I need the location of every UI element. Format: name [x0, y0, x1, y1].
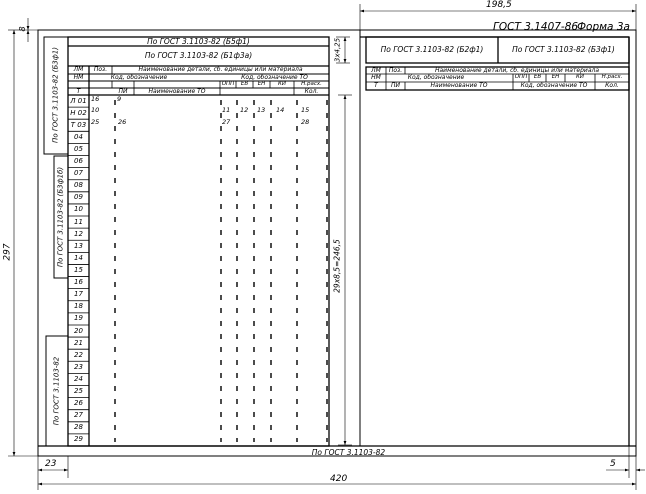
row-label: 28: [74, 423, 83, 432]
row-label: 08: [74, 181, 83, 190]
form-type-label: Форма 3а: [577, 21, 630, 33]
left-col-opp: ОПП: [221, 81, 235, 87]
dimension-bottom-right: 5: [610, 459, 616, 469]
row-label: 27: [74, 411, 83, 420]
dimension-top-margin: 8: [18, 26, 27, 32]
row-label: 19: [74, 314, 83, 323]
right-col-opp: ОПП: [514, 74, 528, 81]
field-number: 25: [91, 118, 100, 126]
left-col-name-to: Наименование ТО: [148, 88, 206, 95]
field-number: 13: [257, 106, 266, 114]
row-label: 18: [74, 302, 83, 311]
left-form: [68, 37, 329, 446]
field-dashes: [115, 100, 327, 442]
row-label: 05: [74, 144, 83, 153]
row-label: 29: [74, 435, 83, 444]
left-col-pi: ПИ: [118, 88, 128, 95]
right-col-nm: НМ: [371, 74, 381, 81]
row-label: Л 01: [70, 96, 87, 105]
right-col-nrash: Н.расх.: [601, 74, 623, 81]
right-col-code: Код, обозначение: [407, 74, 465, 81]
row-label: 24: [74, 374, 83, 383]
row-label: 07: [74, 169, 83, 178]
row-label: 17: [74, 290, 83, 299]
row-label: 26: [74, 399, 83, 408]
row-label: 16: [74, 278, 83, 287]
dimension-rows-height: 29х8,5=246,5: [332, 239, 342, 293]
right-col-t: Т: [374, 82, 378, 89]
right-header-left: По ГОСТ 3.1103-82 (Б2ф1): [380, 45, 484, 55]
row-label: 15: [74, 265, 83, 274]
left-col-ev: ЕВ: [240, 81, 249, 87]
field-number: 26: [118, 118, 127, 126]
left-col-name: Наименование детали, сб. единицы или материала: [138, 66, 303, 73]
left-header-row2: По ГОСТ 3.1103-82 (Б1ф3а): [144, 51, 253, 61]
field-number: 11: [222, 106, 231, 114]
field-number: 14: [276, 106, 285, 114]
left-col-code: Код, обозначение: [110, 74, 168, 81]
dimension-bottom-left: 23: [45, 459, 57, 469]
form-standard-title: ГОСТ 3.1407-86: [493, 21, 579, 33]
dimension-top-width: 198,5: [486, 0, 512, 10]
dimension-left-height: 297: [2, 243, 13, 261]
dimension-bottom-total: 420: [330, 474, 348, 484]
row-label: 25: [74, 387, 83, 396]
field-number: 27: [222, 118, 231, 126]
left-col-t: Т: [76, 88, 81, 95]
row-label: 06: [74, 157, 83, 166]
side-label-gost: По ГОСТ 3.1103-82: [52, 356, 61, 426]
row-label: 12: [74, 229, 83, 238]
left-col-nm: НМ: [73, 74, 84, 81]
left-col-kol: Кол.: [304, 88, 319, 95]
right-col-name: Наименование детали, сб. единицы или материала: [434, 67, 600, 74]
right-col-poz: Поз.: [388, 67, 403, 74]
row-label: 10: [74, 205, 83, 214]
field-number: 16: [91, 95, 100, 103]
left-col-code-to: Код, обозначение ТО: [241, 74, 308, 81]
row-label: 14: [74, 253, 83, 262]
side-label-b3f1b: По ГОСТ 3.1103-82 (Б3ф1б): [56, 166, 65, 268]
right-col-lm: ЛМ: [371, 67, 381, 74]
row-label: Н 02: [70, 108, 87, 117]
field-number: 9: [117, 95, 122, 103]
left-col-en: ЕН: [257, 81, 266, 87]
row-label: 21: [74, 338, 83, 347]
row-label: 20: [74, 326, 83, 335]
field-number: 15: [301, 106, 310, 114]
right-col-pi: ПИ: [391, 82, 400, 89]
row-label: 22: [74, 350, 83, 359]
right-header-right: По ГОСТ 3.1103-82 (Б3ф1): [512, 45, 615, 55]
left-col-nrash: Н.расх.: [301, 81, 322, 87]
row-label: 04: [74, 132, 83, 141]
right-col-en: ЕН: [551, 74, 560, 81]
row-label: 09: [74, 193, 83, 202]
row-label: 13: [74, 241, 83, 250]
left-col-ki: КИ: [277, 81, 287, 87]
row-label: 23: [74, 362, 83, 371]
left-header-row1: По ГОСТ 3.1103-82 (Б5ф1): [147, 37, 250, 46]
field-number: 10: [91, 106, 100, 114]
left-col-lm: ЛМ: [73, 66, 84, 73]
right-col-name-to: Наименование ТО: [430, 82, 488, 89]
left-col-poz: Поз.: [93, 66, 108, 73]
right-col-code-to: Код, обозначение ТО: [520, 82, 588, 89]
right-col-kol: Кол.: [605, 82, 619, 89]
field-number: 12: [240, 106, 249, 114]
footer-label: По ГОСТ 3.1103-82: [311, 448, 386, 458]
side-label-b3f1: По ГОСТ 3.1103-82 (Б3ф1): [51, 47, 60, 143]
dimension-header-height: 3х4,25: [333, 37, 342, 63]
right-col-ki: КИ: [575, 74, 585, 81]
row-label: 11: [74, 217, 83, 226]
row-label: Т 03: [70, 120, 87, 129]
field-number: 28: [301, 118, 310, 126]
right-col-ev: ЕВ: [533, 74, 542, 81]
right-form: [360, 30, 629, 446]
